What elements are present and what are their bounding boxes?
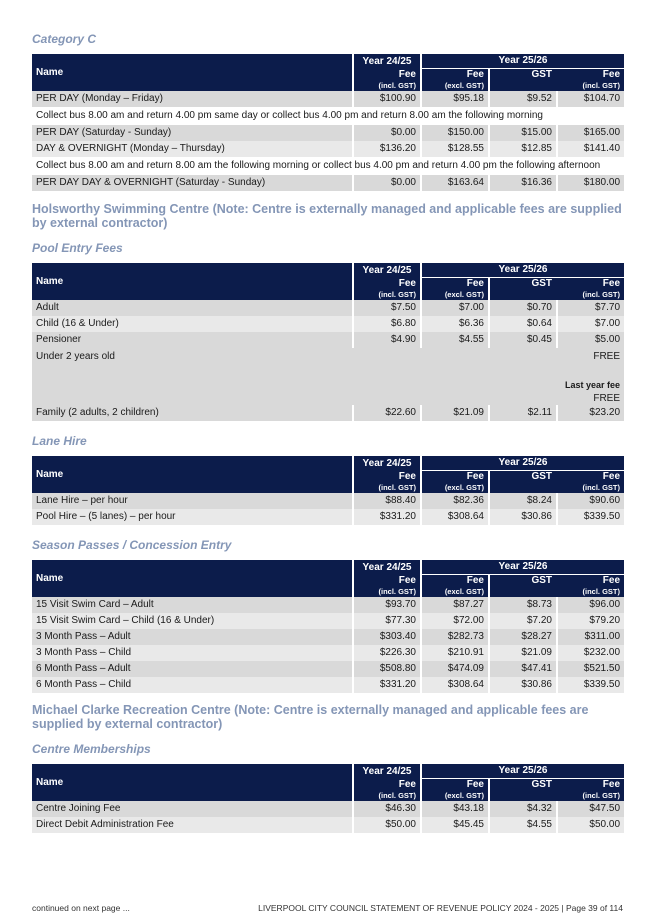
header-fee-prev: Fee [352, 779, 420, 790]
table-row [32, 493, 624, 509]
header-excl: (excl. GST) [420, 586, 488, 597]
row-name: PER DAY DAY & OVERNIGHT (Saturday - Sunday) [32, 175, 352, 191]
gst-next: $4.32 [488, 801, 556, 817]
fee-next-excl: $6.36 [420, 316, 488, 332]
header-gst: GST [488, 471, 556, 493]
last-year-value: FREE [593, 393, 621, 404]
header-incl-next: (incl. GST) [556, 80, 624, 91]
header-fee-prev: Fee [352, 471, 420, 482]
header-fee-prev: Fee [352, 69, 420, 80]
fee-next-excl: $150.00 [420, 125, 488, 141]
table-row [32, 629, 624, 645]
header-gst: GST [488, 575, 556, 597]
header-year-prev: Year 24/25 [352, 54, 420, 69]
memberships-table [32, 764, 624, 833]
header-fee-incl: Fee [556, 69, 624, 80]
header-fee-excl: Fee [420, 69, 488, 80]
header-year-next: Year 25/26 [420, 560, 624, 575]
fee-next-excl: $308.64 [420, 509, 488, 525]
fee-next-excl: $163.64 [420, 175, 488, 191]
fee-next-incl: $141.40 [556, 141, 624, 157]
row-name: Pensioner [32, 332, 352, 348]
fee-next-excl: $45.45 [420, 817, 488, 833]
table-row [32, 597, 624, 613]
fee-next-excl: $43.18 [420, 801, 488, 817]
header-name: Name [32, 54, 352, 91]
lane-hire-table [32, 456, 624, 525]
row-name: Child (16 & Under) [32, 316, 352, 332]
gst-next: $4.55 [488, 817, 556, 833]
fee-next-excl: $308.64 [420, 677, 488, 693]
category-c-heading: Category C [32, 32, 97, 46]
header-excl: (excl. GST) [420, 790, 488, 801]
last-year-label: Last year fee [564, 380, 621, 390]
fee-prev-incl: $331.20 [352, 677, 420, 693]
row-name: Pool Hire – (5 lanes) – per hour [32, 509, 352, 525]
fee-next-excl: $72.00 [420, 613, 488, 629]
fee-prev-incl: $331.20 [352, 509, 420, 525]
fee-next-excl: $95.18 [420, 91, 488, 107]
fee-next-incl: $5.00 [556, 332, 624, 348]
michael-clarke-heading: Michael Clarke Recreation Centre (Note: Centre is externally managed and applicable fees are supplied by external contractor) [32, 703, 589, 731]
header-fee-excl: Fee [420, 779, 488, 790]
header-year-next: Year 25/26 [420, 263, 624, 278]
table-row [32, 316, 624, 332]
header-fee-excl: Fee [420, 575, 488, 586]
header-gst: GST [488, 278, 556, 300]
fee-prev-incl: $77.30 [352, 613, 420, 629]
header-year-next: Year 25/26 [420, 54, 624, 69]
row-name: DAY & OVERNIGHT (Monday – Thursday) [32, 141, 352, 157]
header-fee-incl: Fee [556, 278, 624, 289]
free-value: FREE [593, 351, 621, 362]
gst-next: $12.85 [488, 141, 556, 157]
lane-hire-heading: Lane Hire [32, 434, 87, 448]
memberships-heading: Centre Memberships [32, 742, 151, 756]
gst-next: $21.09 [488, 645, 556, 661]
row-name: PER DAY (Monday – Friday) [32, 91, 352, 107]
fee-next-incl: $96.00 [556, 597, 624, 613]
fee-prev-incl: $226.30 [352, 645, 420, 661]
header-fee-incl: Fee [556, 779, 624, 790]
row-name: 6 Month Pass – Adult [32, 661, 352, 677]
fee-prev-incl: $0.00 [352, 175, 420, 191]
gst-next: $7.20 [488, 613, 556, 629]
table-row [32, 817, 624, 833]
season-passes-heading: Season Passes / Concession Entry [32, 538, 232, 552]
fee-prev-incl: $0.00 [352, 125, 420, 141]
fee-prev-incl: $22.60 [352, 405, 420, 421]
fee-prev-incl: $7.50 [352, 300, 420, 316]
header-incl-next: (incl. GST) [556, 289, 624, 300]
fee-next-incl: $232.00 [556, 645, 624, 661]
gst-next: $0.45 [488, 332, 556, 348]
header-fee-prev: Fee [352, 278, 420, 289]
fee-next-incl: $23.20 [556, 405, 624, 421]
fee-next-excl: $82.36 [420, 493, 488, 509]
pool-entry-table [32, 263, 624, 421]
gst-next: $8.24 [488, 493, 556, 509]
fee-prev-incl: $4.90 [352, 332, 420, 348]
page-footer: LIVERPOOL CITY COUNCIL STATEMENT OF REVENUE POLICY 2024 - 2025 | Page 39 of 114 [258, 903, 623, 913]
fee-prev-incl: $93.70 [352, 597, 420, 613]
header-incl-prev: (incl. GST) [352, 482, 420, 493]
category-c-table [32, 54, 624, 191]
fee-next-excl: $7.00 [420, 300, 488, 316]
fee-prev-incl: $50.00 [352, 817, 420, 833]
fee-next-incl: $7.00 [556, 316, 624, 332]
fee-next-incl: $165.00 [556, 125, 624, 141]
fee-prev-incl: $303.40 [352, 629, 420, 645]
header-fee-excl: Fee [420, 471, 488, 482]
table-row [32, 91, 624, 107]
header-incl-prev: (incl. GST) [352, 586, 420, 597]
header-excl: (excl. GST) [420, 482, 488, 493]
gst-next: $9.52 [488, 91, 556, 107]
fee-next-excl: $474.09 [420, 661, 488, 677]
note-text: Collect bus 8.00 am and return 8.00 am the following morning or collect bus 4.00 pm and return 4.00 pm the following afternoon [32, 157, 624, 175]
note-text: Collect bus 8.00 am and return 4.00 pm same day or collect bus 4.00 pm and return 8.00 am the following morning [32, 107, 624, 125]
fee-next-incl: $339.50 [556, 509, 624, 525]
table-row [32, 141, 624, 157]
fee-next-incl: $50.00 [556, 817, 624, 833]
holsworthy-heading: Holsworthy Swimming Centre (Note: Centre is externally managed and applicable fees are supplied by external contractor) [32, 202, 622, 230]
header-incl-prev: (incl. GST) [352, 790, 420, 801]
fee-next-incl: $311.00 [556, 629, 624, 645]
header-name: Name [32, 560, 352, 597]
note-row [32, 157, 624, 175]
fee-next-incl: $521.50 [556, 661, 624, 677]
fee-next-excl: $4.55 [420, 332, 488, 348]
gst-next: $28.27 [488, 629, 556, 645]
row-name: Family (2 adults, 2 children) [32, 405, 352, 421]
fee-next-incl: $90.60 [556, 493, 624, 509]
gst-next: $30.86 [488, 509, 556, 525]
row-name: 15 Visit Swim Card – Adult [32, 597, 352, 613]
row-name: Centre Joining Fee [32, 801, 352, 817]
table-row [32, 677, 624, 693]
gst-next: $15.00 [488, 125, 556, 141]
pool-entry-heading: Pool Entry Fees [32, 241, 123, 255]
table-row [32, 509, 624, 525]
table-row [32, 300, 624, 316]
season-passes-table [32, 560, 624, 693]
gst-next: $47.41 [488, 661, 556, 677]
fee-next-incl: $79.20 [556, 613, 624, 629]
table-row [32, 661, 624, 677]
row-name: 6 Month Pass – Child [32, 677, 352, 693]
header-excl: (excl. GST) [420, 289, 488, 300]
header-gst: GST [488, 69, 556, 91]
table-row [32, 332, 624, 348]
row-name: Direct Debit Administration Fee [32, 817, 352, 833]
note-row [32, 107, 624, 125]
fee-next-excl: $87.27 [420, 597, 488, 613]
table-row [32, 645, 624, 661]
row-name: PER DAY (Saturday - Sunday) [32, 125, 352, 141]
fee-prev-incl: $46.30 [352, 801, 420, 817]
gst-next: $0.70 [488, 300, 556, 316]
table-row [32, 405, 624, 421]
gst-next: $8.73 [488, 597, 556, 613]
header-name: Name [32, 263, 352, 300]
gst-next: $30.86 [488, 677, 556, 693]
gst-next: $16.36 [488, 175, 556, 191]
continued-note: continued on next page ... [32, 903, 130, 913]
row-name: Adult [32, 300, 352, 316]
header-fee-incl: Fee [556, 471, 624, 482]
row-name: 3 Month Pass – Child [32, 645, 352, 661]
fee-schedule-page [32, 30, 624, 833]
free-cell [352, 348, 624, 405]
header-incl-prev: (incl. GST) [352, 289, 420, 300]
header-year-prev: Year 24/25 [352, 263, 420, 278]
fee-prev-incl: $100.90 [352, 91, 420, 107]
fee-next-excl: $282.73 [420, 629, 488, 645]
header-year-prev: Year 24/25 [352, 456, 420, 471]
header-year-next: Year 25/26 [420, 456, 624, 471]
header-gst: GST [488, 779, 556, 801]
fee-next-incl: $339.50 [556, 677, 624, 693]
header-name: Name [32, 456, 352, 493]
fee-prev-incl: $6.80 [352, 316, 420, 332]
fee-prev-incl: $136.20 [352, 141, 420, 157]
fee-next-incl: $104.70 [556, 91, 624, 107]
fee-next-excl: $210.91 [420, 645, 488, 661]
header-fee-incl: Fee [556, 575, 624, 586]
header-incl-next: (incl. GST) [556, 790, 624, 801]
under-2-row [32, 348, 624, 405]
header-year-prev: Year 24/25 [352, 560, 420, 575]
gst-next: $2.11 [488, 405, 556, 421]
header-fee-excl: Fee [420, 278, 488, 289]
table-row [32, 125, 624, 141]
header-incl-next: (incl. GST) [556, 482, 624, 493]
fee-next-excl: $128.55 [420, 141, 488, 157]
fee-next-excl: $21.09 [420, 405, 488, 421]
row-name: Lane Hire – per hour [32, 493, 352, 509]
header-year-prev: Year 24/25 [352, 764, 420, 779]
header-incl-prev: (incl. GST) [352, 80, 420, 91]
row-name: 15 Visit Swim Card – Child (16 & Under) [32, 613, 352, 629]
header-name: Name [32, 764, 352, 801]
table-row [32, 175, 624, 191]
header-excl: (excl. GST) [420, 80, 488, 91]
table-row [32, 613, 624, 629]
fee-next-incl: $180.00 [556, 175, 624, 191]
header-year-next: Year 25/26 [420, 764, 624, 779]
fee-prev-incl: $88.40 [352, 493, 420, 509]
gst-next: $0.64 [488, 316, 556, 332]
table-row [32, 801, 624, 817]
row-name: 3 Month Pass – Adult [32, 629, 352, 645]
fee-prev-incl: $508.80 [352, 661, 420, 677]
row-name: Under 2 years old [32, 348, 352, 405]
header-incl-next: (incl. GST) [556, 586, 624, 597]
fee-next-incl: $47.50 [556, 801, 624, 817]
header-fee-prev: Fee [352, 575, 420, 586]
fee-next-incl: $7.70 [556, 300, 624, 316]
